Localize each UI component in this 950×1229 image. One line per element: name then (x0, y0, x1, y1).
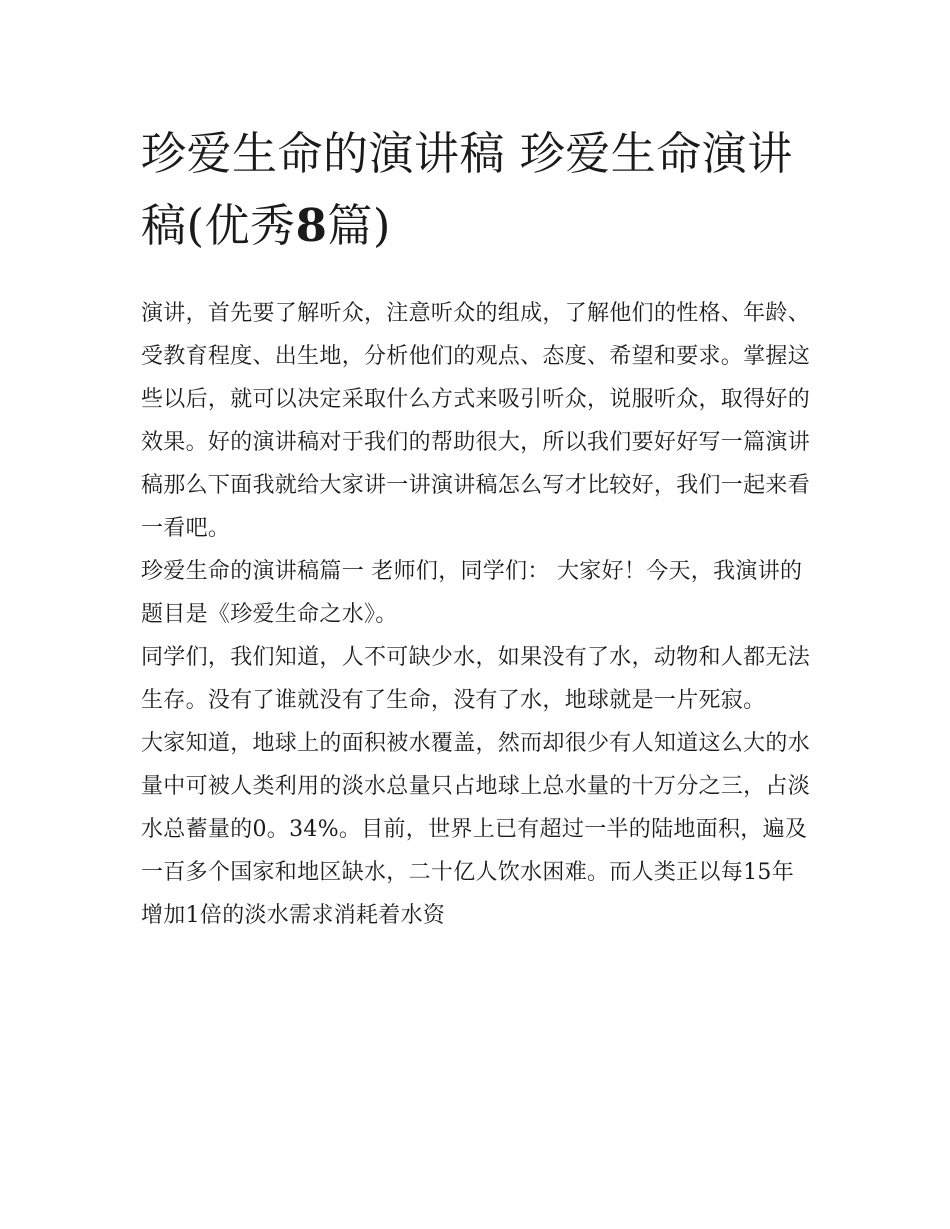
title-number: 8 (295, 199, 328, 252)
body-paragraph: 大家知道，地球上的面积被水覆盖，然而却很少有人知道这么大的水量中可被人类利用的淡水总量只占地球上总水量的十万分之三，占淡水总蓄量的0。34%。目前，世界上已有超过一半的陆地面积，遍及一百多个国家和地区缺水，二十亿人饮水困难。而人类正以每15年增加1倍的淡水需求消耗着水资 (141, 731, 811, 928)
speech-opening-paragraph: 珍爱生命的演讲稿篇一 老师们，同学们： 大家好！今天，我演讲的题目是《珍爱生命之水》。 (141, 559, 803, 627)
intro-paragraph: 演讲，首先要了解听众，注意听众的组成，了解他们的性格、年龄、受教育程度、出生地，分析他们的观点、态度、希望和要求。掌握这些以后，就可以决定采取什么方式来吸引听众，说服听众，取得好的效果。好的演讲稿对于我们的帮助很大，所以我们要好好写一篇演讲稿那么下面我就给大家讲一讲演讲稿怎么写才比较好，我们一起来看一看吧。 (141, 301, 811, 541)
document-content (141, 118, 813, 937)
body-paragraph: 同学们，我们知道，人不可缺少水，如果没有了水，动物和人都无法生存。没有了谁就没有了生命，没有了水，地球就是一片死寂。 (141, 645, 811, 713)
title-text-end: 篇) (327, 199, 391, 252)
document-title (141, 118, 813, 262)
title-text: 珍爱生命的演讲稿 珍爱生命演讲稿(优秀 (141, 127, 793, 252)
